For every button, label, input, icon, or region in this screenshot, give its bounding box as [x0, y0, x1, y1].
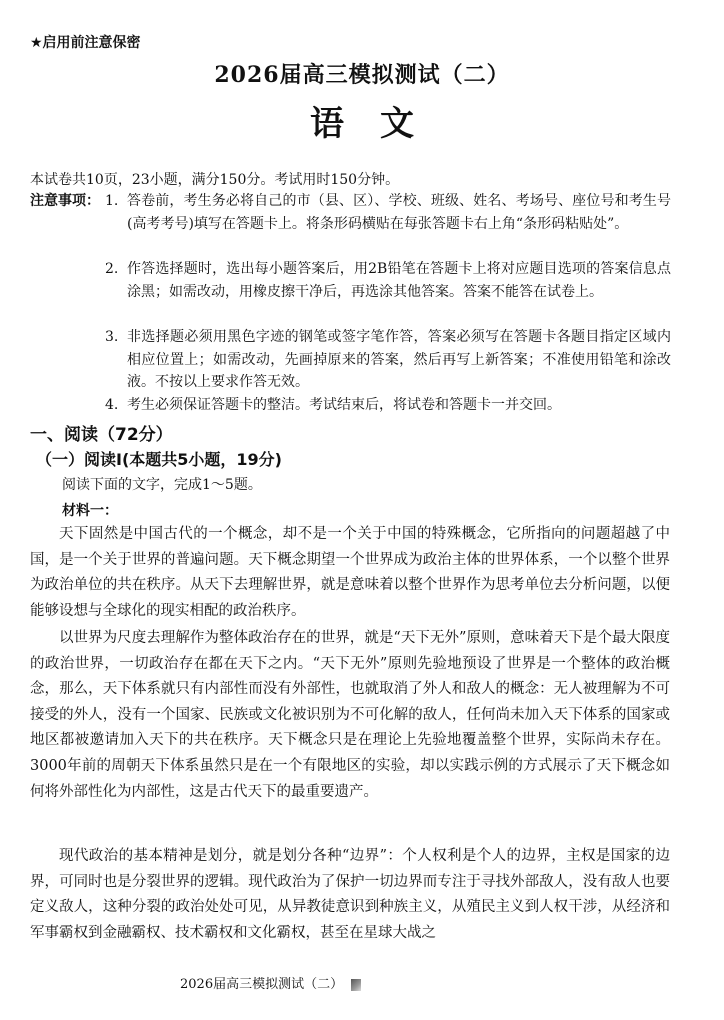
note-item — [105, 258, 671, 303]
footer-text: 2026届高三模拟测试（二） — [180, 977, 344, 992]
paragraph: 天下固然是中国古代的一个概念，却不是一个关于中国的特殊概念，它所指向的问题超越了中国，是一个关于世界的普遍问题。天下概念期望一个世界成为政治主体的世界体系，一个以整个世界为政治单位的共在秩序。从天下去理解世界，就是意味着以整个世界作为思考单位去分析问题，以便能够设想与全球化的现实相配的政治秩序。 — [30, 526, 670, 619]
confidential-label: ★启用前注意保密 — [30, 35, 141, 51]
note-text: 作答选择题时，选出每小题答案后，用2B铅笔在答题卡上将对应题目选项的答案信息点涂黑；如需改动，用橡皮擦干净后，再选涂其他答案。答案不能答在试卷上。 — [127, 261, 671, 300]
note-item — [105, 394, 671, 417]
page-mark-icon — [351, 979, 361, 991]
material-label: 材料一： — [62, 503, 118, 519]
section-title: 一、阅读（72分） — [30, 425, 173, 445]
note-item — [105, 326, 671, 394]
note-text: 答卷前，考生务必将自己的市（县、区）、学校、班级、姓名、考场号、座位号和考生号(高考考号)填写在答题卡上。将条形码横贴在每张答题卡右上角“条形码粘贴处”。 — [127, 193, 671, 232]
note-number: 4. — [105, 397, 119, 413]
subject-title: 语文 — [310, 104, 450, 144]
note-number: 2. — [105, 261, 119, 277]
subsection-title: （一）阅读Ⅰ(本题共5小题，19分) — [36, 450, 282, 469]
paragraph: 以世界为尺度去理解作为整体政治存在的世界，就是“天下无外”原则，意味着天下是个最大限度的政治世界，一切政治存在都在天下之内。“天下无外”原则先验地预设了世界是一个整体的政治概念，那么，天下体系就只有内部性而没有外部性，也就取消了外人和敌人的概念：无人被理解为不可接受的外人，没有一个国家、民族或文化被识别为不可化解的敌人，任何尚未加入天下体系的国家或地区都被邀请加入天下的共在秩序。天下概念只是在理论上先验地覆盖整个世界，实际尚未存在。3000年前的周朝天下体系虽然只是在一个有限地区的实验，却以实践示例的方式展示了天下概念如何将外部性化为内部性，这是古代天下的最重要遗产。 — [30, 630, 670, 800]
note-text: 考生必须保证答题卡的整洁。考试结束后，将试卷和答题卡一并交回。 — [127, 397, 561, 413]
note-text: 非选择题必须用黑色字迹的钢笔或签字笔作答，答案必须写在答题卡各题目指定区域内相应位置上；如需改动，先画掉原来的答案，然后再写上新答案；不准使用铅笔和涂改液。不按以上要求作答无效。 — [127, 329, 671, 390]
note-number: 3. — [105, 329, 119, 345]
exam-title: 2026届高三模拟测试（二） — [214, 62, 510, 88]
notes-heading: 注意事项： — [30, 193, 100, 209]
note-number: 1. — [105, 193, 119, 209]
reading-instruction: 阅读下面的文字，完成1～5题。 — [62, 477, 262, 493]
paragraph: 现代政治的基本精神是划分，就是划分各种“边界”：个人权利是个人的边界，主权是国家的边界，可同时也是分裂世界的逻辑。现代政治为了保护一切边界而专注于寻找外部敌人，没有敌人也要定义敌人，这种分裂的政治处处可见，从异教徒意识到种族主义，从殖民主义到人权干涉，从经济和军事霸权到金融霸权、技术霸权和文化霸权，甚至在星球大战之 — [30, 848, 670, 941]
exam-info: 本试卷共10页，23小题，满分150分。考试用时150分钟。 — [30, 172, 400, 188]
page-footer — [180, 973, 361, 992]
note-item — [105, 190, 671, 235]
